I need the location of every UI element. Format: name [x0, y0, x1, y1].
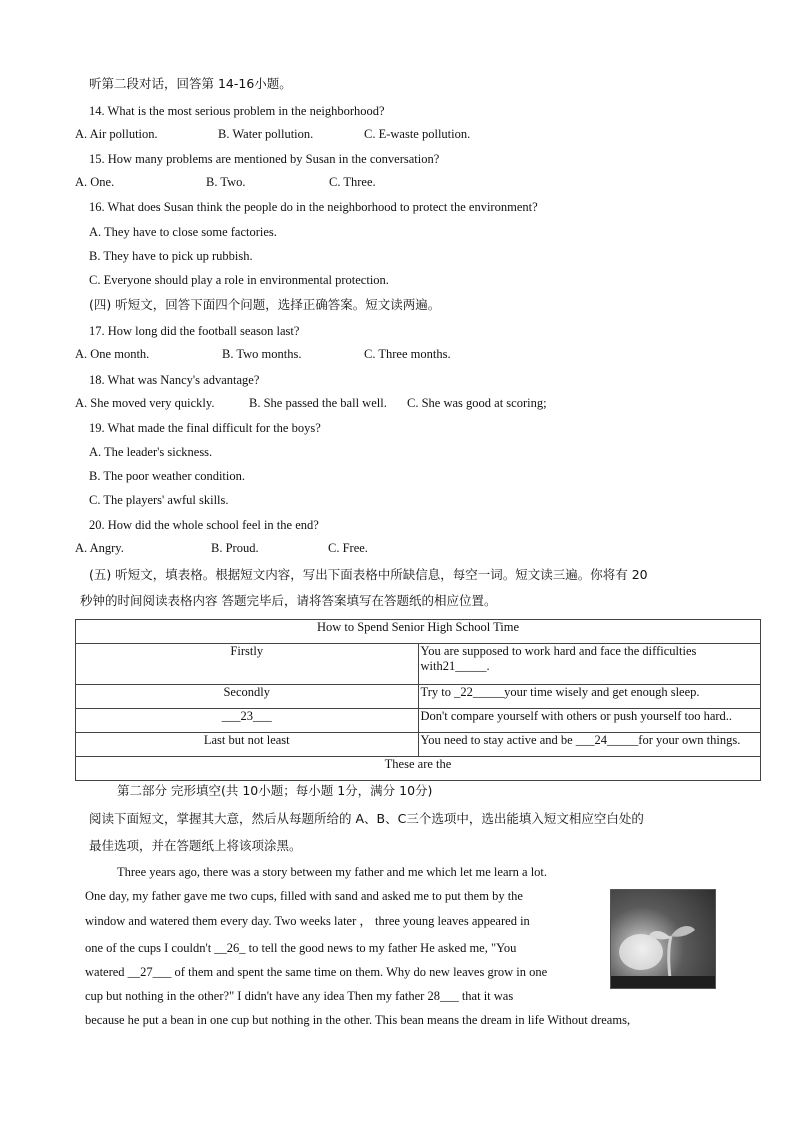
table-row-label: Firstly [76, 644, 419, 685]
option-19b: B. The poor weather condition. [89, 469, 245, 483]
option-15a: A. One. [75, 175, 115, 189]
section5-instruction-line2: 秒钟的时间阅读表格内容 答题完毕后，请将答案填写在答题纸的相应位置。 [80, 593, 497, 608]
passage-line: One day, my father gave me two cups, filled with sand and asked me to put them by the [85, 889, 523, 903]
question-16: 16. What does Susan think the people do in the neighborhood to protect the environment? [89, 200, 538, 214]
option-14b: B. Water pollution. [218, 127, 314, 141]
option-17c: C. Three months. [364, 347, 451, 361]
part2-heading: 第二部分 完形填空(共 10小题；每小题 1分，满分 10分) [117, 783, 433, 798]
option-17b: B. Two months. [222, 347, 302, 361]
option-15c: C. Three. [329, 175, 376, 189]
option-20b: B. Proud. [211, 541, 259, 555]
option-14c: C. E-waste pollution. [364, 127, 471, 141]
table-row-text: You need to stay active and be ___24_____for your own things. [418, 733, 761, 757]
question-20: 20. How did the whole school feel in the end? [89, 518, 319, 532]
option-16b: B. They have to pick up rubbish. [89, 249, 253, 263]
fill-in-table [75, 619, 761, 781]
part2-instruction-line2: 最佳选项，并在答题纸上将该项涂黑。 [89, 838, 302, 853]
table-row-text: Don't compare yourself with others or push yourself too hard.. [418, 709, 761, 733]
passage-line: one of the cups I couldn't __26_ to tell the good news to my father He asked me, "You [85, 941, 517, 955]
part2-instruction-line1: 阅读下面短文，掌握其大意，然后从每题所给的 A、B、C三个选项中，选出能填入短文相应空白处的 [89, 811, 644, 826]
passage-line: Three years ago, there was a story between my father and me which let me learn a lot. [117, 865, 548, 879]
option-15b: B. Two. [206, 175, 246, 189]
table-row-text: You are supposed to work hard and face the difficulties with21_____. [418, 644, 761, 685]
table-footer: These are the [76, 757, 761, 781]
question-14: 14. What is the most serious problem in the neighborhood? [89, 104, 385, 118]
option-18b: B. She passed the ball well. [249, 396, 387, 410]
seedling-photo [610, 889, 716, 989]
table-row-label: ___23___ [76, 709, 419, 733]
section-instruction: 听第二段对话，回答第 14-16小题。 [89, 76, 292, 91]
passage-line: watered __27___ of them and spent the same time on them. Why do new leaves grow in one [85, 965, 548, 979]
option-18c: C. She was good at scoring; [407, 396, 547, 410]
sprout-illustration [611, 890, 715, 988]
option-17a: A. One month. [75, 347, 150, 361]
option-19c: C. The players' awful skills. [89, 493, 229, 507]
option-18a: A. She moved very quickly. [75, 396, 215, 410]
option-16c: C. Everyone should play a role in environmental protection. [89, 273, 389, 287]
option-20c: C. Free. [328, 541, 368, 555]
question-15: 15. How many problems are mentioned by Susan in the conversation? [89, 152, 440, 166]
table-row-text: Try to _22_____your time wisely and get enough sleep. [418, 685, 761, 709]
option-14a: A. Air pollution. [75, 127, 158, 141]
passage-line: cup but nothing in the other?" I didn't have any idea Then my father 28___ that it was [85, 989, 514, 1003]
table-row-label: Secondly [76, 685, 419, 709]
passage-line: window and watered them every day. Two weeks later ， three young leaves appeared in [85, 914, 530, 928]
question-19: 19. What made the final difficult for the boys? [89, 421, 321, 435]
passage-line: because he put a bean in one cup but nothing in the other. This bean means the dream in life Without dreams, [85, 1013, 631, 1027]
option-20a: A. Angry. [75, 541, 124, 555]
section5-instruction-line1: (五) 听短文，填表格。根据短文内容，写出下面表格中所缺信息，每空一词。短文读三遍。你将有 20 [89, 567, 648, 582]
section4-instruction: (四) 听短文，回答下面四个问题，选择正确答案。短文读两遍。 [89, 297, 441, 312]
question-18: 18. What was Nancy's advantage? [89, 373, 260, 387]
option-19a: A. The leader's sickness. [89, 445, 213, 459]
table-title: How to Spend Senior High School Time [76, 620, 761, 644]
table-row-label: Last but not least [76, 733, 419, 757]
option-16a: A. They have to close some factories. [89, 225, 277, 239]
question-17: 17. How long did the football season last? [89, 324, 300, 338]
